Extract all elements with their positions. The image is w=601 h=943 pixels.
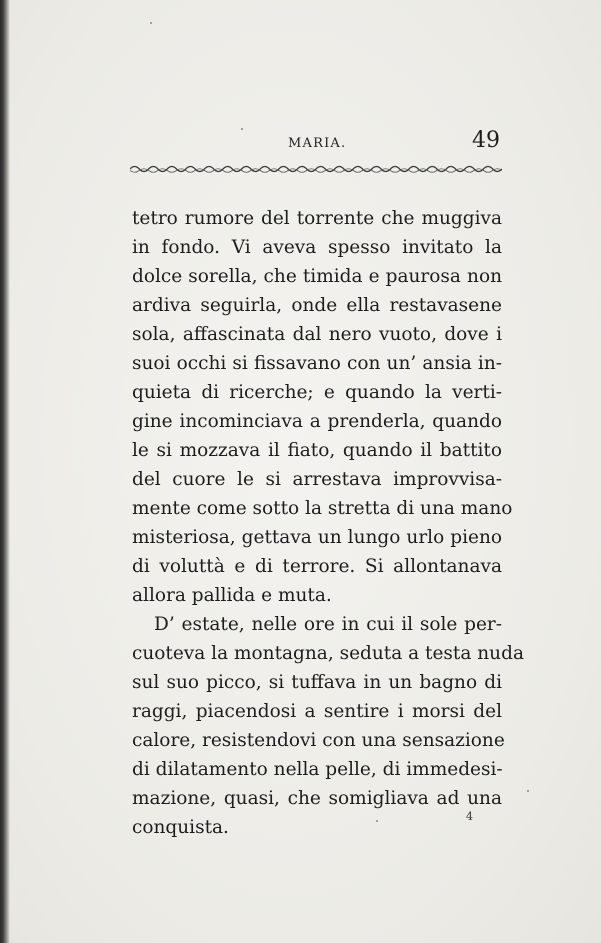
text-line: cuoteva la montagna, seduta a testa nuda <box>132 643 524 664</box>
text-line: ardiva seguirla, onde ella restavasene <box>132 295 502 316</box>
text-line: di voluttà e di terrore. Si allontanava <box>132 556 502 577</box>
text-line: le si mozzava il fiato, quando il battito <box>132 440 502 461</box>
text-line: di dilatamento nella pelle, di immedesi- <box>132 759 503 780</box>
text-line: del cuore le si arrestava improvvisa- <box>132 469 502 490</box>
text-line: suoi occhi si fissavano con un’ ansia in- <box>132 353 502 374</box>
text-line: gine incominciava a prenderla, quando <box>132 411 502 432</box>
paper-speck <box>150 22 152 24</box>
text-line: dolce sorella, che timida e paurosa non <box>132 266 502 287</box>
running-title: MARIA. <box>288 136 347 151</box>
text-line: D’ estate, nelle ore in cui il sole per- <box>154 614 502 635</box>
text-line: calore, resistendovi con una sensazione <box>132 730 505 751</box>
body-text <box>132 204 524 842</box>
text-line: mazione, quasi, che somigliava ad una <box>132 788 502 809</box>
text-line: mente come sotto la stretta di una mano <box>132 498 513 519</box>
signature-mark: 4 <box>466 810 473 823</box>
paper-speck <box>527 790 529 792</box>
decorative-rule <box>130 164 502 174</box>
text-line: misteriosa, gettava un lungo urlo pieno <box>132 527 502 548</box>
page-header <box>130 128 500 160</box>
text-line: quieta di ricerche; e quando la verti- <box>132 382 502 403</box>
text-line: tetro rumore del torrente che muggiva <box>132 208 502 229</box>
paper-speck <box>241 128 243 130</box>
page-binding-edge <box>0 0 10 943</box>
text-line: sola, affascinata dal nero vuoto, dove i <box>132 324 502 345</box>
paragraph-1 <box>132 204 513 610</box>
text-line: conquista. <box>132 817 229 838</box>
text-line: allora pallida e muta. <box>132 585 332 606</box>
paragraph-2 <box>132 610 524 842</box>
page-number: 49 <box>472 128 500 153</box>
text-line: in fondo. Vi aveva spesso invitato la <box>132 237 502 258</box>
paper-speck <box>376 820 378 822</box>
text-line: raggi, piacendosi a sentire i morsi del <box>132 701 502 722</box>
text-line: sul suo picco, si tuffava in un bagno di <box>132 672 502 693</box>
